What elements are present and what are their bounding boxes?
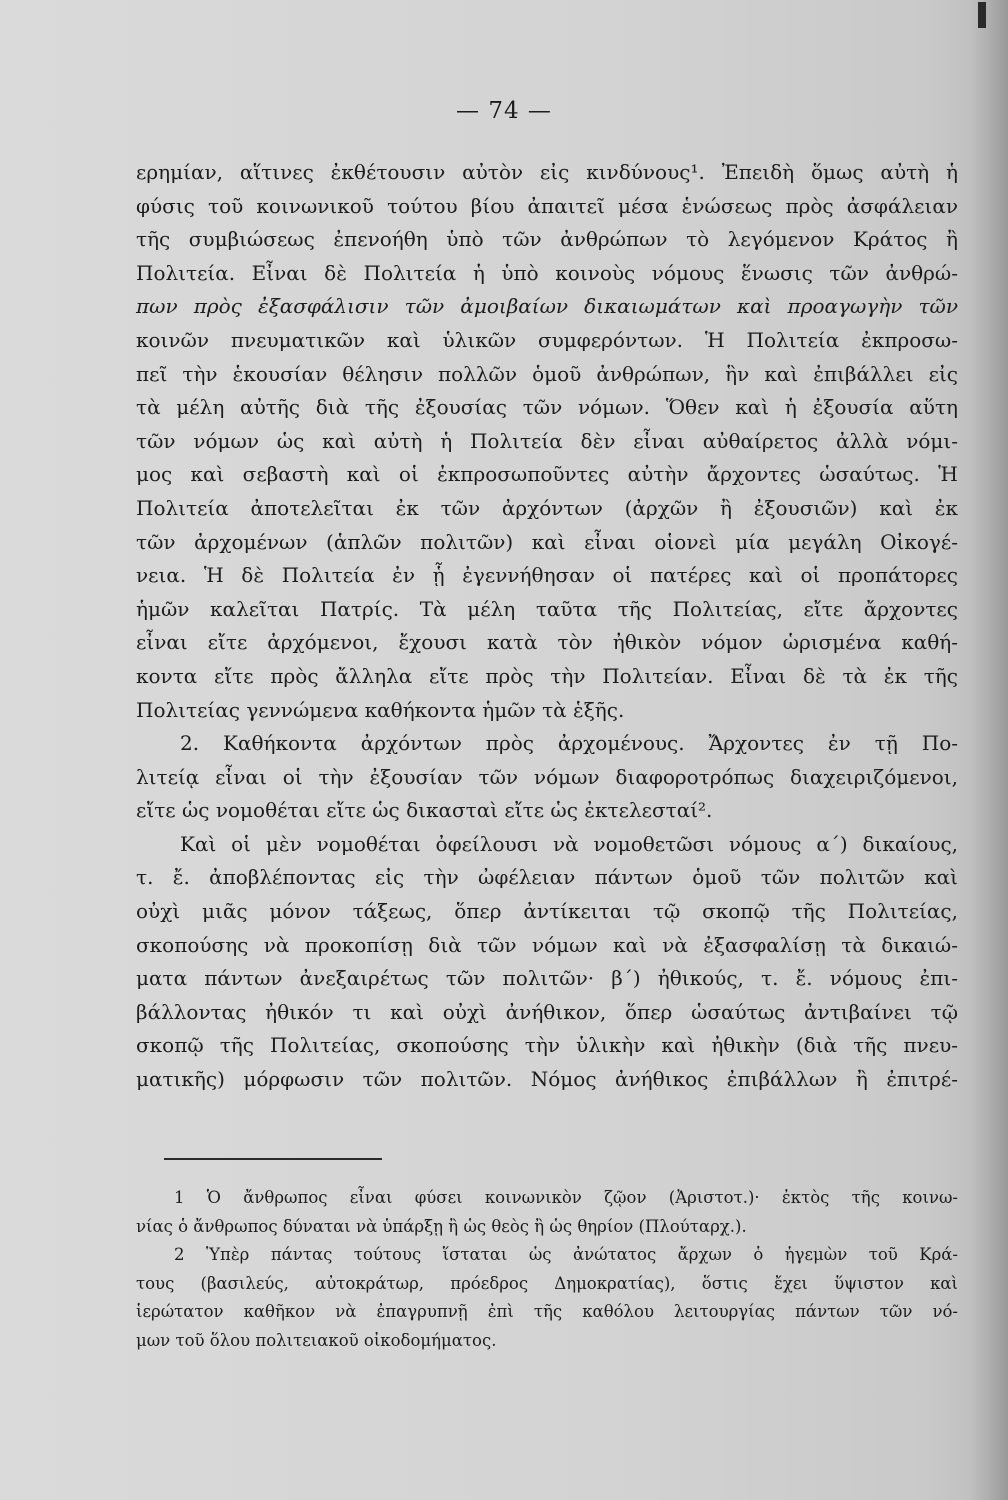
body-line: σκοπῷ τῆς Πολιτείας, σκοπούσης τὴν ὑλικὴν καὶ ἠθικὴν (διὰ τῆς πνευ- bbox=[136, 1033, 958, 1058]
body-line: τὰ μέλη αὐτῆς διὰ τῆς ἐξουσίας τῶν νόμων. Ὅθεν καὶ ἡ ἐξουσία αὕτη bbox=[136, 395, 958, 420]
footnote-line: ἱερώτατον καθῆκον νὰ ἐπαγρυπνῇ ἐπὶ τῆς καθόλου λειτουργίας πάντων τῶν νό- bbox=[136, 1302, 958, 1322]
footnote-line: 1 Ὁ ἄνθρωπος εἶναι φύσει κοινωνικὸν ζῷον (Ἀριστοτ.)· ἐκτὸς τῆς κοινω- bbox=[174, 1188, 958, 1207]
body-line: ἡμῶν καλεῖται Πατρίς. Τὰ μέλη ταῦτα τῆς Πολιτείας, εἴτε ἄρχοντες bbox=[136, 596, 958, 621]
body-line: τῆς συμβιώσεως ἐπενοήθη ὑπὸ τῶν ἀνθρώπων τὸ λεγόμενον Κράτος ἢ bbox=[136, 227, 958, 252]
body-line: κοινῶν πνευματικῶν καὶ ὑλικῶν συμφερόντων. Ἡ Πολιτεία ἐκπροσω- bbox=[136, 327, 958, 352]
footnotes bbox=[136, 1184, 958, 1356]
body-line: εἴτε ὡς νομοθέται εἴτε ὡς δικασταὶ εἴτε ὡς ἐκτελεσταί². bbox=[136, 798, 713, 823]
body-line: μος καὶ σεβαστὴ καὶ οἱ ἐκπροσωποῦντες αὐτὴν ἄρχοντες ὡσαύτως. Ἡ bbox=[136, 462, 958, 487]
body-line: βάλλοντας ἠθικόν τι καὶ οὐχὶ ἀνήθικον, ὅπερ ὡσαύτως ἀντιβαίνει τῷ bbox=[136, 999, 958, 1024]
footnote-line: μων τοῦ ὅλου πολιτειακοῦ οἰκοδομήματος. bbox=[136, 1330, 497, 1350]
body-line: νεια. Ἡ δὲ Πολιτεία ἐν ᾗ ἐγεννήθησαν οἱ πατέρες καὶ οἱ προπάτορες bbox=[136, 563, 958, 588]
body-text bbox=[136, 156, 958, 1097]
footnote-line: 2 Ὑπὲρ πάντας τούτους ἵσταται ὡς ἀνώτατος ἄρχων ὁ ἡγεμὼν τοῦ Κρά- bbox=[174, 1245, 958, 1265]
body-line: οὐχὶ μιᾶς μόνον τάξεως, ὅπερ ἀντίκειται τῷ σκοπῷ τῆς Πολιτείας, bbox=[136, 899, 958, 924]
body-line: σκοπούσης νὰ προκοπίσῃ διὰ τῶν νόμων καὶ νὰ ἐξασφαλίσῃ τὰ δικαιώ- bbox=[136, 932, 958, 957]
body-line: ματικῆς) μόρφωσιν τῶν πολιτῶν. Νόμος ἀνήθικος ἐπιβάλλων ἢ ἐπιτρέ- bbox=[136, 1067, 958, 1092]
body-line: τῶν νόμων ὡς καὶ αὐτὴ ἡ Πολιτεία δὲν εἶναι αὐθαίρετος ἀλλὰ νόμι- bbox=[136, 428, 958, 453]
body-line: Πολιτεία. Εἶναι δὲ Πολιτεία ἡ ὑπὸ κοινοὺς νόμους ἕνωσις τῶν ἀνθρώ- bbox=[136, 260, 958, 285]
body-line: ματα πάντων ἀνεξαιρέτως τῶν πολιτῶν· β´) ἠθικούς, τ. ἔ. νόμους ἐπι- bbox=[136, 966, 958, 991]
corner-mark bbox=[978, 2, 986, 28]
body-line: φύσις τοῦ κοινωνικοῦ τούτου βίου ἀπαιτεῖ μέσα ἑνώσεως πρὸς ἀσφάλειαν bbox=[136, 193, 958, 218]
body-line: τῶν ἀρχομένων (ἁπλῶν πολιτῶν) καὶ εἶναι οἱονεὶ μία μεγάλη Οἰκογέ- bbox=[136, 529, 958, 554]
footnote-line: τους (βασιλεύς, αὐτοκράτωρ, πρόεδρος Δημοκρατίας), ὅστις ἔχει ὕψιστον καὶ bbox=[136, 1273, 958, 1293]
body-line: πων πρὸς ἐξασφάλισιν τῶν ἀμοιβαίων δικαιωμάτων καὶ προαγωγὴν τῶν bbox=[136, 294, 958, 319]
body-line: ερημίαν, αἵτινες ἐκθέτουσιν αὐτὸν εἰς κινδύνους¹. Ἐπειδὴ ὅμως αὐτὴ ἡ bbox=[136, 160, 958, 184]
page-number: — 74 — bbox=[456, 98, 552, 124]
binding-shadow bbox=[970, 0, 1008, 1500]
body-line: πεῖ τὴν ἑκουσίαν θέλησιν πολλῶν ὁμοῦ ἀνθρώπων, ἣν καὶ ἐπιβάλλει εἰς bbox=[136, 361, 958, 386]
body-line: Πολιτεία ἀποτελεῖται ἐκ τῶν ἀρχόντων (ἀρχῶν ἢ ἐξουσιῶν) καὶ ἐκ bbox=[136, 495, 958, 520]
body-line: κοντα εἴτε πρὸς ἄλληλα εἴτε πρὸς τὴν Πολιτείαν. Εἶναι δὲ τὰ ἐκ τῆς bbox=[136, 663, 958, 688]
footnote-separator bbox=[164, 1158, 382, 1160]
body-line: τ. ἔ. ἀποβλέποντας εἰς τὴν ὠφέλειαν πάντων ὁμοῦ τῶν πολιτῶν καὶ bbox=[136, 865, 958, 890]
footnote-line: νίας ὁ ἄνθρωπος δύναται νὰ ὑπάρξῃ ἢ ὡς θεὸς ἢ ὡς θηρίον (Πλούταρχ.). bbox=[136, 1216, 747, 1236]
section-heading-line: 2. Καθήκοντα ἀρχόντων πρὸς ἀρχομένους. Ἄρχοντες ἐν τῇ Πο- bbox=[180, 731, 958, 756]
body-line: εἶναι εἴτε ἀρχόμενοι, ἔχουσι κατὰ τὸν ἠθικὸν νόμον ὡρισμένα καθή- bbox=[136, 630, 958, 655]
body-line: Καὶ οἱ μὲν νομοθέται ὀφείλουσι νὰ νομοθετῶσι νόμους α´) δικαίους, bbox=[180, 831, 958, 856]
body-line: Πολιτείας γεννώμενα καθήκοντα ἡμῶν τὰ ἑξῆς. bbox=[136, 697, 625, 722]
body-line: λιτείᾳ εἶναι οἱ τὴν ἐξουσίαν τῶν νόμων διαφοροτρόπως διαχειριζόμενοι, bbox=[136, 764, 958, 789]
